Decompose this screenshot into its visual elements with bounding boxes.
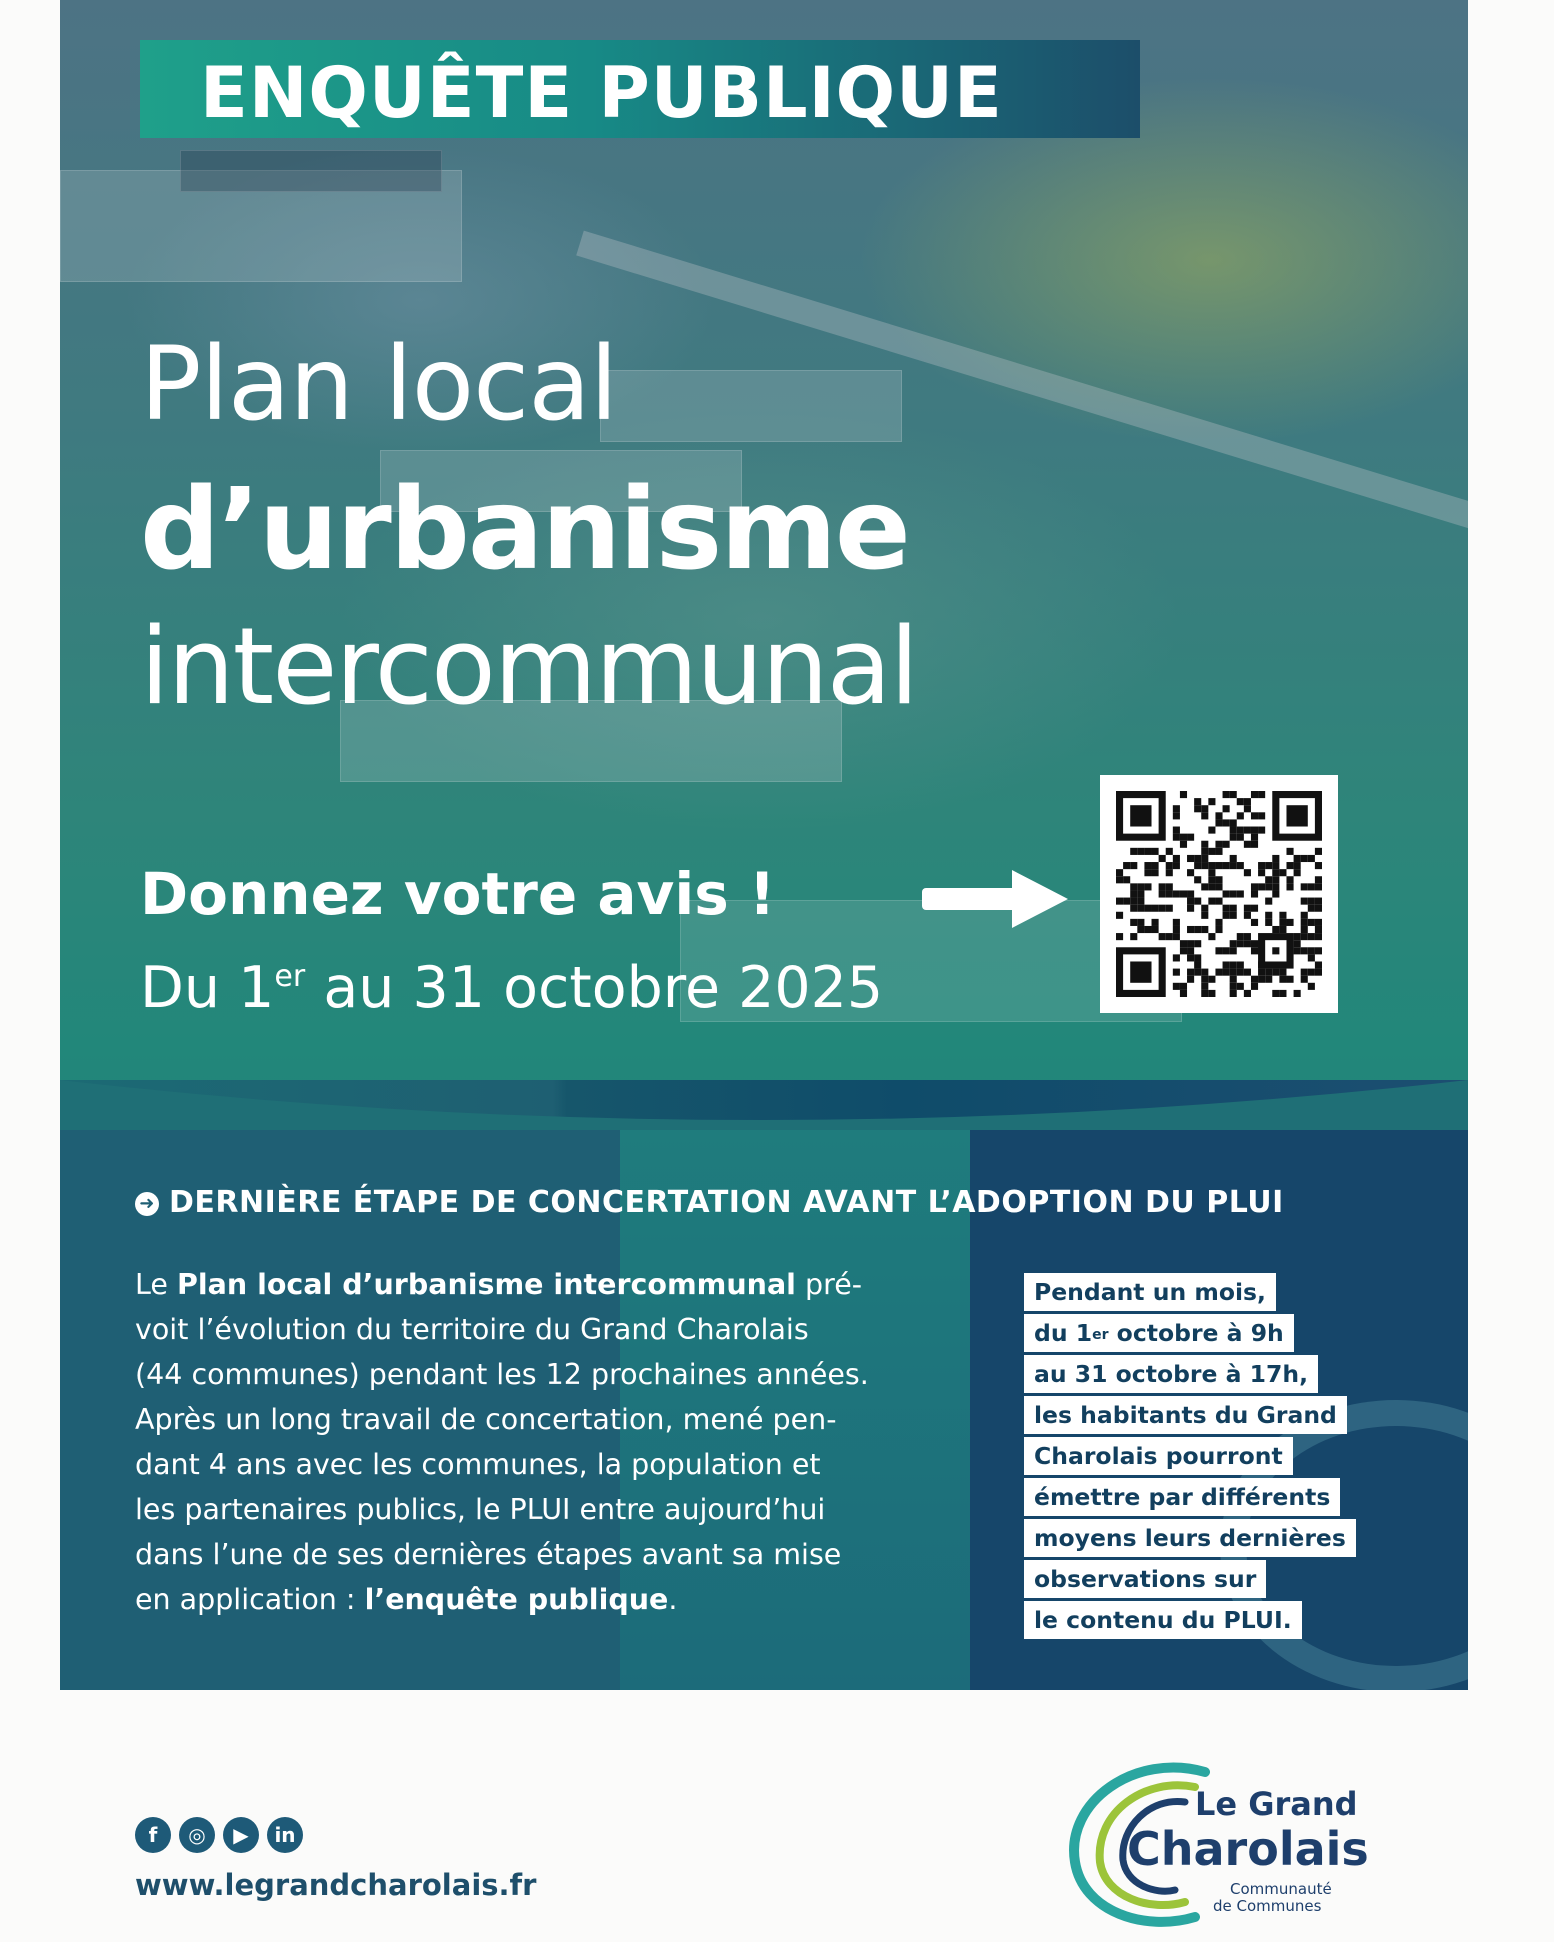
headline-line-1: Plan local bbox=[140, 325, 618, 444]
body-end: . bbox=[668, 1583, 678, 1616]
qr-code[interactable] bbox=[1100, 775, 1338, 1013]
box-line-5: Charolais pourront bbox=[1024, 1437, 1293, 1475]
aerial-building bbox=[600, 370, 902, 442]
box-line-3: au 31 octobre à 17h, bbox=[1024, 1355, 1318, 1393]
header-title: ENQUÊTE PUBLIQUE bbox=[200, 52, 1003, 134]
logo-sub-1: Communauté bbox=[1230, 1880, 1332, 1898]
facebook-icon[interactable]: f bbox=[135, 1817, 171, 1853]
body-bold-2: l’enquête publique bbox=[364, 1583, 669, 1616]
section-title bbox=[135, 1185, 1284, 1220]
dates-sup: er bbox=[274, 959, 306, 994]
headline-line-2: d’urbanisme bbox=[140, 465, 909, 595]
body-main: pré- voit l’évolution du territoire du Grand Charolais (44 communes) pendant les 12 prochaines années. Après un long travail de concertation, mené pen- dant 4 ans avec les communes, la population et les partenaires publics, le PLUI entre aujourd’hui dans l’une de ses dernières étapes avant sa mise en application : bbox=[135, 1268, 869, 1616]
poster bbox=[60, 0, 1468, 1690]
box-line-2-sup: er bbox=[1092, 1327, 1109, 1343]
dates-text bbox=[140, 955, 883, 1021]
title-band bbox=[140, 40, 1140, 138]
youtube-icon[interactable]: ▶ bbox=[223, 1817, 259, 1853]
box-line-6: émettre par différents bbox=[1024, 1478, 1340, 1516]
social-links bbox=[135, 1817, 311, 1853]
body-bold-1: Plan local d’urbanisme intercommunal bbox=[176, 1268, 796, 1301]
section-title-text: DERNIÈRE ÉTAPE DE CONCERTATION AVANT L’ADOPTION DU PLUI bbox=[169, 1185, 1284, 1220]
arrow-right-icon bbox=[922, 866, 1072, 932]
logo-name: Charolais bbox=[1127, 1822, 1369, 1876]
highlight-box bbox=[1024, 1273, 1384, 1642]
body-intro: Le bbox=[135, 1268, 177, 1301]
aerial-building bbox=[180, 150, 442, 192]
box-line-2 bbox=[1024, 1314, 1294, 1352]
arrow-circle-icon: ➜ bbox=[135, 1192, 159, 1216]
section-curve bbox=[60, 1050, 1468, 1130]
box-line-4: les habitants du Grand bbox=[1024, 1396, 1347, 1434]
instagram-icon[interactable]: ◎ bbox=[179, 1817, 215, 1853]
box-line-1: Pendant un mois, bbox=[1024, 1273, 1276, 1311]
box-line-2-suffix: octobre à 9h bbox=[1108, 1319, 1284, 1347]
website-link[interactable]: www.legrandcharolais.fr bbox=[135, 1868, 537, 1902]
box-line-9: le contenu du PLUI. bbox=[1024, 1601, 1302, 1639]
logo-sub-2: de Communes bbox=[1213, 1897, 1322, 1915]
dates-suffix: au 31 octobre 2025 bbox=[305, 955, 884, 1021]
box-line-7: moyens leurs dernières bbox=[1024, 1519, 1356, 1557]
logo-le: Le Grand bbox=[1195, 1785, 1358, 1823]
box-line-2-prefix: du 1 bbox=[1034, 1319, 1093, 1347]
linkedin-icon[interactable]: in bbox=[267, 1817, 303, 1853]
cta-text: Donnez votre avis ! bbox=[140, 860, 776, 928]
dates-prefix: Du 1 bbox=[140, 955, 275, 1021]
qr-code-icon bbox=[1116, 791, 1322, 997]
box-line-8: observations sur bbox=[1024, 1560, 1266, 1598]
body-text bbox=[135, 1262, 925, 1622]
headline-line-3: intercommunal bbox=[140, 605, 918, 728]
